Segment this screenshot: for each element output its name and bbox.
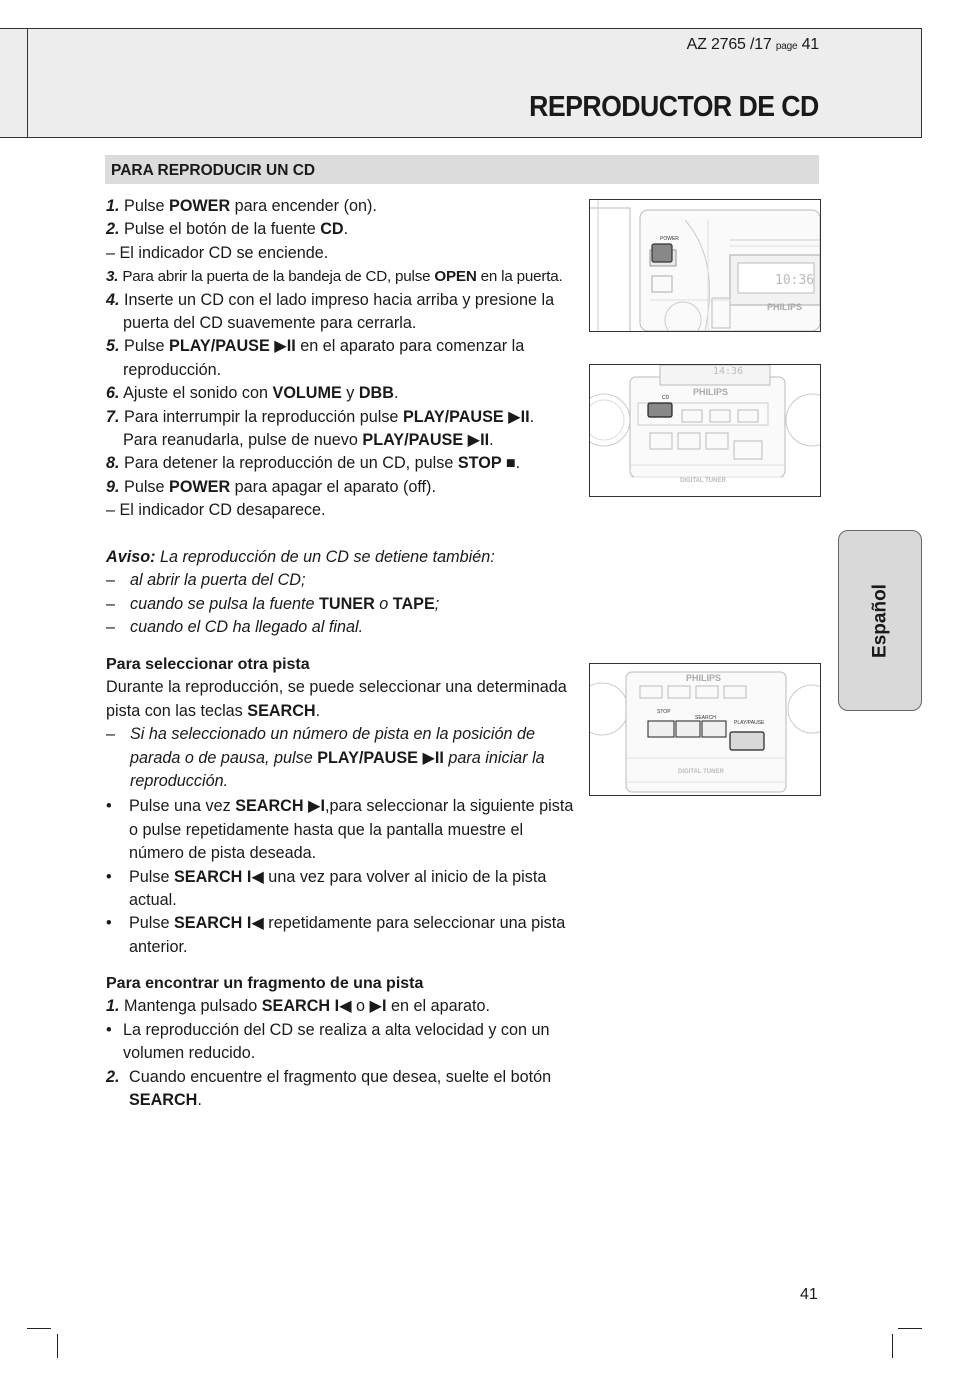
step-4: 4. Inserte un CD con el lado impreso hacia arriba y presione la xyxy=(106,290,555,309)
figure-search-buttons xyxy=(589,663,821,796)
select-track-text: Durante la reproducción, se puede seleccionar una determinada xyxy=(106,678,567,697)
select-track-note: reproducción. xyxy=(130,772,229,791)
step-7-line2: Para reanudarla, pulse de nuevo PLAY/PAUSE ▶II. xyxy=(123,431,494,450)
step-1: 1. Pulse POWER para encender (on). xyxy=(106,197,377,215)
step-2-note: – El indicador CD se enciende. xyxy=(106,243,329,262)
cd-label: CD xyxy=(662,395,670,401)
section-header xyxy=(105,155,819,184)
select-track-note: – Si ha seleccionado un número de pista en la posición de xyxy=(106,725,535,744)
step-3: 3. Para abrir la puerta de la bandeja de CD, pulse OPEN en la puerta. xyxy=(106,268,563,286)
select-track-bullet: • Pulse SEARCH I◀ una vez para volver al inicio de la pista xyxy=(106,867,547,886)
find-fragment-heading: Para encontrar un fragmento de una pista xyxy=(106,975,424,992)
step-2: 2. Pulse el botón de la fuente CD. xyxy=(106,220,349,239)
notice-heading: Aviso: La reproducción de un CD se detiene también: xyxy=(106,548,495,566)
find-fragment-block xyxy=(106,972,576,1112)
document-reference: AZ 2765 /17 page 41 xyxy=(686,36,819,53)
step-5: 5. Pulse PLAY/PAUSE ▶II en el aparato para comenzar la xyxy=(106,337,525,356)
header-left-strip xyxy=(0,28,27,138)
tuner-label: DIGITAL TUNER xyxy=(680,478,726,484)
page-title: REPRODUCTOR DE CD xyxy=(529,91,819,123)
select-track-heading: Para seleccionar otra pista xyxy=(106,656,310,673)
stop-label: STOP xyxy=(657,709,671,715)
find-fragment-step: 2. Cuando encuentre el fragmento que desea, suelte el botón xyxy=(106,1067,552,1086)
search-label: SEARCH xyxy=(695,715,716,721)
find-fragment-bullet: volumen reducido. xyxy=(123,1044,256,1063)
crop-mark xyxy=(57,1334,58,1358)
select-track-note: parada o de pausa, pulse PLAY/PAUSE ▶II para iniciar la xyxy=(130,748,545,767)
device-illustration-2 xyxy=(590,365,820,496)
step-5-line2: reproducción. xyxy=(123,360,222,379)
select-track-bullet: actual. xyxy=(129,891,177,910)
step-9-note: – El indicador CD desaparece. xyxy=(106,501,326,520)
step-8: 8. Para detener la reproducción de un CD, pulse STOP ■. xyxy=(106,454,521,473)
crop-mark xyxy=(27,1328,51,1329)
select-track-bullet: • Pulse SEARCH I◀ repetidamente para seleccionar una pista xyxy=(106,914,566,933)
notice-item: – cuando se pulsa la fuente TUNER o TAPE; xyxy=(106,594,440,613)
select-track-bullet: anterior. xyxy=(129,937,188,956)
notice-block xyxy=(106,546,576,640)
brand-logo: PHILIPS xyxy=(767,302,803,312)
language-tab xyxy=(838,530,922,711)
select-track-block xyxy=(106,653,576,959)
section-title: PARA REPRODUCIR UN CD xyxy=(111,162,316,179)
select-track-bullet: • Pulse una vez SEARCH ▶I,para seleccionar la siguiente pista xyxy=(106,797,574,816)
figure-cd-button xyxy=(589,364,821,497)
find-fragment-bullet: • La reproducción del CD se realiza a alta velocidad y con un xyxy=(106,1020,550,1039)
step-6: 6. Ajuste el sonido con VOLUME y DBB. xyxy=(106,384,399,403)
brand-logo: PHILIPS xyxy=(693,387,729,397)
play-pause-label: PLAY/PAUSE xyxy=(734,720,765,726)
step-9: 9. Pulse POWER para apagar el aparato (off). xyxy=(106,477,436,496)
select-track-bullet: número de pista deseada. xyxy=(129,844,317,863)
language-tab-label: Español xyxy=(869,583,891,658)
select-track-text: pista con las teclas SEARCH. xyxy=(106,701,321,720)
find-fragment-step: SEARCH. xyxy=(129,1091,202,1110)
find-fragment-step: 1. Mantenga pulsado SEARCH I◀ o ▶I en el aparato. xyxy=(106,997,490,1016)
page-number: 41 xyxy=(800,1286,818,1303)
display-readout: 14:36 xyxy=(713,366,744,377)
crop-mark xyxy=(892,1334,893,1358)
steps-list xyxy=(106,195,576,523)
step-4-line2: puerta del CD suavemente para cerrarla. xyxy=(123,314,417,333)
brand-logo: PHILIPS xyxy=(686,673,722,683)
figure-power-button xyxy=(589,199,821,332)
notice-item: – al abrir la puerta del CD; xyxy=(106,571,306,590)
select-track-bullet: o pulse repetidamente hasta que la pantalla muestre el xyxy=(129,820,524,839)
tuner-label: DIGITAL TUNER xyxy=(678,769,724,775)
step-7: 7. Para interrumpir la reproducción pulse PLAY/PAUSE ▶II. xyxy=(106,407,535,426)
notice-item: – cuando el CD ha llegado al final. xyxy=(106,618,364,637)
display-readout: 10:36 xyxy=(775,273,815,288)
crop-mark xyxy=(898,1328,922,1329)
power-label: POWER xyxy=(660,236,679,242)
